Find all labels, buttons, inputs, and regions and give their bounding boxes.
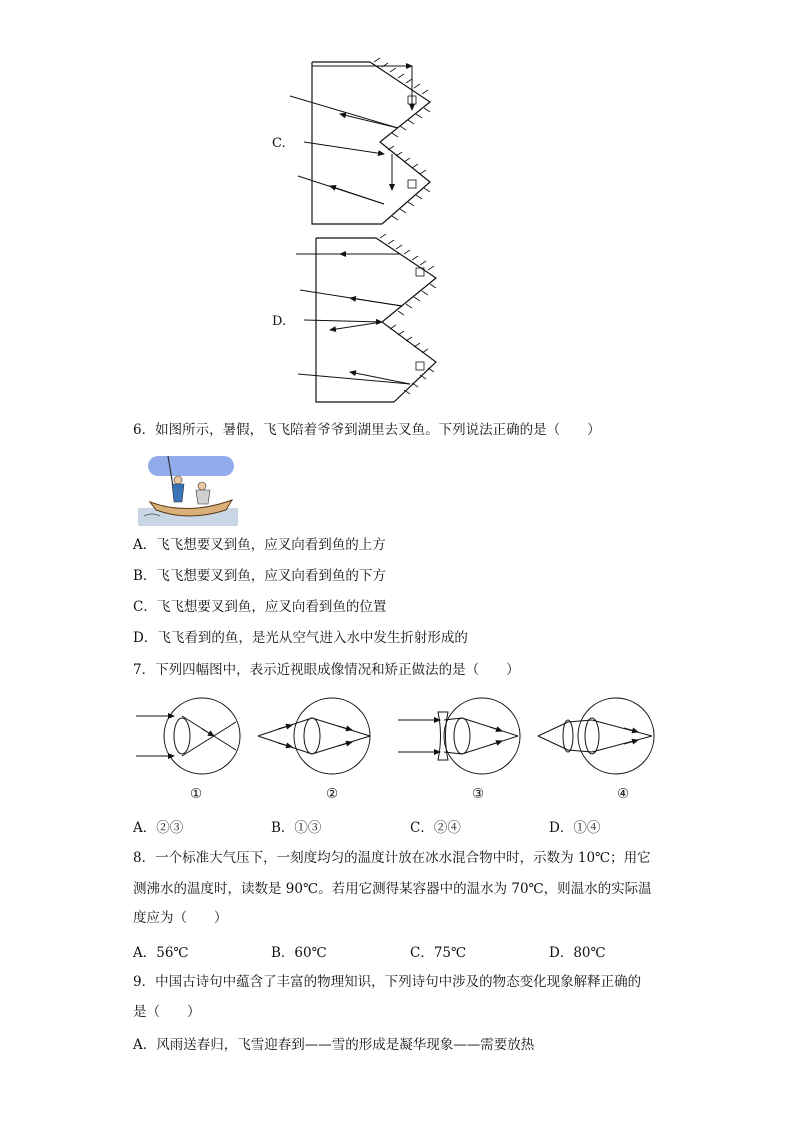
q8-stem-line-1: 8．一个标准大气压下，一刻度均匀的温度计放在冰水混合物中时，示数为 10℃；用它 [133, 850, 651, 866]
diagram-label-3: ③ [472, 786, 485, 802]
eye-diagram-4 [538, 694, 654, 780]
diagram-label-2: ② [326, 786, 339, 802]
q8-stem-line-3: 度应为（ ） [133, 910, 228, 926]
q6-option-b: B．飞飞想要叉到鱼，应叉向看到鱼的下方 [133, 568, 386, 584]
q7-option-b: B．①③ [271, 820, 322, 836]
q8-option-b: B．60℃ [271, 945, 327, 961]
eye-diagram-2 [258, 694, 368, 780]
diagram-label-1: ① [190, 786, 203, 802]
figure-c-mirror-diagram [290, 58, 450, 228]
q6-option-a: A．飞飞想要叉到鱼，应叉向看到鱼的上方 [133, 537, 386, 553]
eye-diagram-1 [136, 694, 240, 780]
q8-option-c: C．75℃ [410, 945, 467, 961]
q8-option-d: D．80℃ [549, 945, 606, 961]
q6-option-d: D．飞飞看到的鱼，是光从空气进入水中发生折射形成的 [133, 630, 468, 646]
q8-stem-line-2: 测沸水的温度时，读数是 90℃。若用它测得某容器中的温水为 70℃，则温水的实际温 [133, 881, 652, 897]
q8-option-a: A．56℃ [133, 945, 189, 961]
q9-stem-line-1: 9．中国古诗句中蕴含了丰富的物理知识，下列诗句中涉及的物态变化现象解释正确的 [133, 974, 642, 990]
figure-c-label: C. [272, 136, 286, 151]
q7-option-d: D．①④ [549, 820, 601, 836]
eye-diagram-3 [398, 694, 522, 780]
figure-d-mirror-diagram [290, 234, 450, 406]
diagram-label-4: ④ [617, 786, 630, 802]
q7-option-c: C．②④ [410, 820, 461, 836]
fishing-boat-illustration [138, 452, 238, 528]
q9-stem-line-2: 是（ ） [133, 1004, 201, 1020]
q9-option-a: A．风雨送春归，飞雪迎春到——雪的形成是凝华现象——需要放热 [133, 1037, 535, 1053]
q6-stem: 6．如图所示，暑假，飞飞陪着爷爷到湖里去叉鱼。下列说法正确的是（ ） [133, 422, 601, 438]
q7-stem: 7．下列四幅图中，表示近视眼成像情况和矫正做法的是（ ） [133, 662, 520, 678]
q6-option-c: C．飞飞想要叉到鱼，应叉向看到鱼的位置 [133, 599, 387, 615]
figure-d-label: D. [272, 314, 287, 329]
q7-option-a: A．②③ [133, 820, 184, 836]
